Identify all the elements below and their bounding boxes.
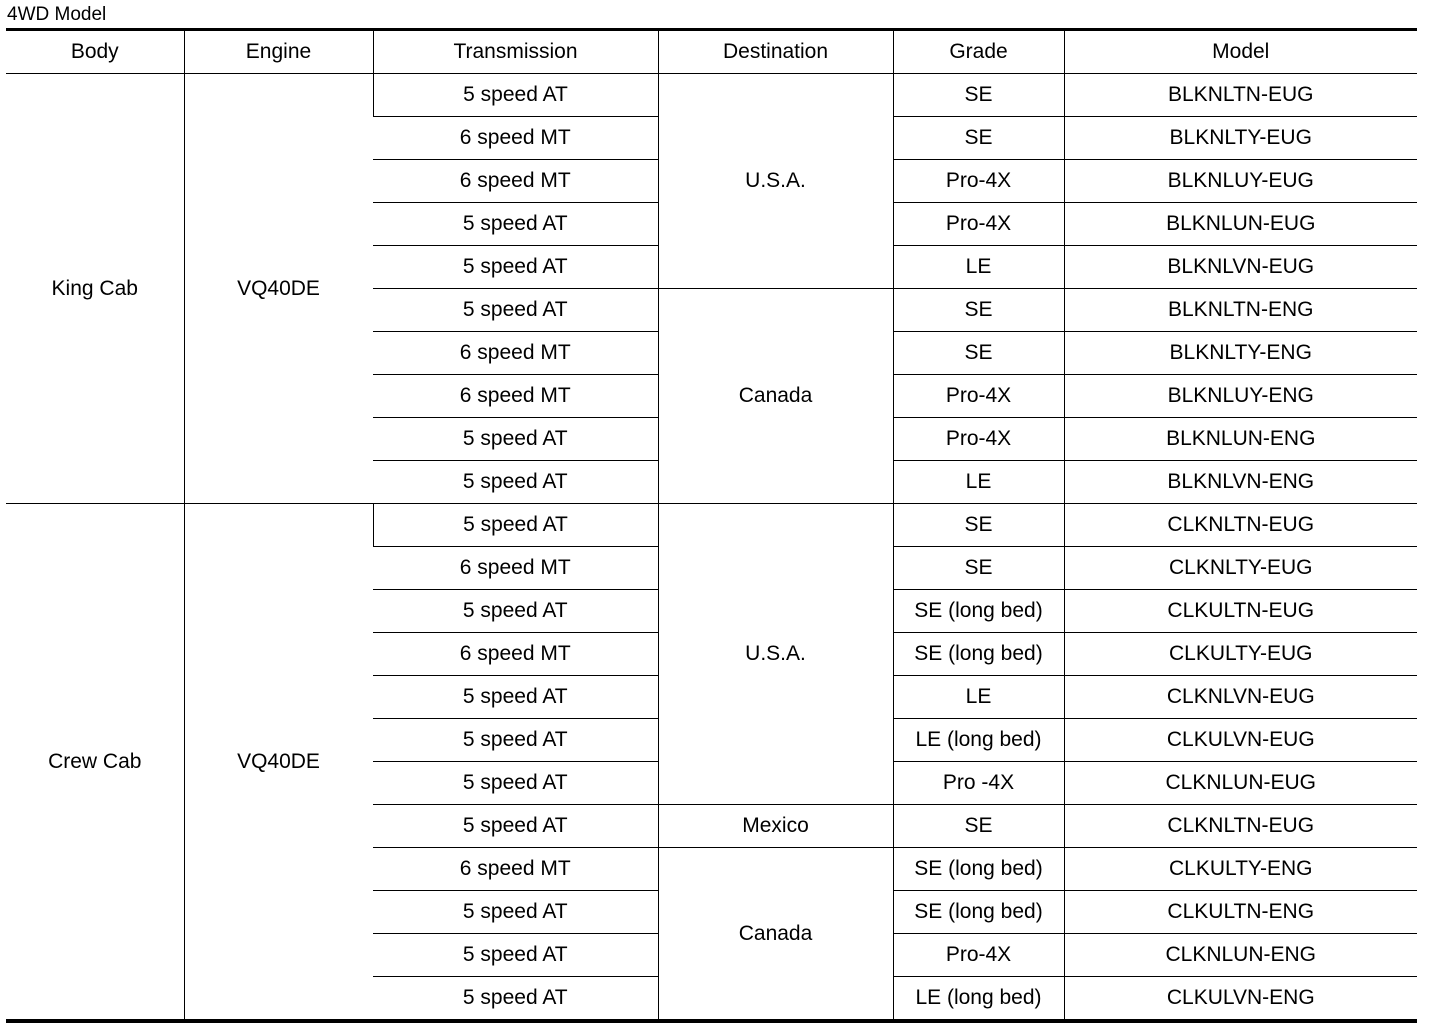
grade-cell: SE (long bed) — [893, 633, 1064, 676]
transmission-cell: 6 speed MT — [373, 375, 658, 418]
model-cell: BLKNLVN-EUG — [1064, 246, 1417, 289]
grade-cell: Pro-4X — [893, 203, 1064, 246]
grade-cell: SE — [893, 289, 1064, 332]
transmission-cell: 5 speed AT — [373, 676, 658, 719]
transmission-cell: 5 speed AT — [373, 504, 658, 547]
table-row — [6, 504, 1417, 547]
grade-cell: SE — [893, 805, 1064, 848]
grade-cell: LE — [893, 246, 1064, 289]
transmission-cell: 6 speed MT — [373, 117, 658, 160]
model-cell: CLKULVN-ENG — [1064, 977, 1417, 1022]
model-cell: CLKNLTN-EUG — [1064, 805, 1417, 848]
grade-cell: SE (long bed) — [893, 891, 1064, 934]
header-body: Body — [6, 30, 184, 74]
engine-cell: VQ40DE — [184, 504, 373, 1022]
model-cell: CLKULTN-EUG — [1064, 590, 1417, 633]
model-cell: BLKNLTN-EUG — [1064, 74, 1417, 117]
transmission-cell: 5 speed AT — [373, 891, 658, 934]
model-cell: CLKNLTY-EUG — [1064, 547, 1417, 590]
grade-cell: SE (long bed) — [893, 848, 1064, 891]
engine-cell: VQ40DE — [184, 74, 373, 504]
body-cell: King Cab — [6, 74, 184, 504]
grade-cell: Pro-4X — [893, 934, 1064, 977]
model-cell: CLKNLUN-EUG — [1064, 762, 1417, 805]
transmission-cell: 5 speed AT — [373, 246, 658, 289]
grade-cell: SE — [893, 504, 1064, 547]
destination-cell: U.S.A. — [658, 504, 893, 805]
model-cell: CLKNLUN-ENG — [1064, 934, 1417, 977]
transmission-cell: 5 speed AT — [373, 590, 658, 633]
model-cell: BLKNLUY-ENG — [1064, 375, 1417, 418]
model-cell: BLKNLTY-ENG — [1064, 332, 1417, 375]
transmission-cell: 5 speed AT — [373, 719, 658, 762]
header-row — [6, 30, 1417, 74]
model-cell: BLKNLTN-ENG — [1064, 289, 1417, 332]
table-body — [6, 74, 1417, 1022]
model-cell: BLKNLUN-ENG — [1064, 418, 1417, 461]
grade-cell: Pro-4X — [893, 418, 1064, 461]
table-caption: 4WD Model — [7, 4, 107, 25]
grade-cell: SE — [893, 117, 1064, 160]
destination-cell: Mexico — [658, 805, 893, 848]
destination-cell: Canada — [658, 848, 893, 1022]
model-cell: BLKNLTY-EUG — [1064, 117, 1417, 160]
grade-cell: Pro-4X — [893, 160, 1064, 203]
grade-cell: Pro -4X — [893, 762, 1064, 805]
header-model: Model — [1064, 30, 1417, 74]
transmission-cell: 5 speed AT — [373, 977, 658, 1022]
transmission-cell: 5 speed AT — [373, 934, 658, 977]
model-cell: BLKNLUY-EUG — [1064, 160, 1417, 203]
header-grade: Grade — [893, 30, 1064, 74]
grade-cell: SE — [893, 74, 1064, 117]
model-cell: CLKULTN-ENG — [1064, 891, 1417, 934]
header-transmission: Transmission — [373, 30, 658, 74]
model-table — [6, 28, 1417, 1023]
model-cell: CLKNLVN-EUG — [1064, 676, 1417, 719]
transmission-cell: 5 speed AT — [373, 203, 658, 246]
table-row — [6, 74, 1417, 117]
model-cell: CLKNLTN-EUG — [1064, 504, 1417, 547]
transmission-cell: 5 speed AT — [373, 74, 658, 117]
transmission-cell: 6 speed MT — [373, 848, 658, 891]
transmission-cell: 6 speed MT — [373, 160, 658, 203]
destination-cell: U.S.A. — [658, 74, 893, 289]
transmission-cell: 5 speed AT — [373, 289, 658, 332]
grade-cell: LE (long bed) — [893, 719, 1064, 762]
model-cell: BLKNLVN-ENG — [1064, 461, 1417, 504]
model-cell: CLKULTY-EUG — [1064, 633, 1417, 676]
transmission-cell: 5 speed AT — [373, 461, 658, 504]
grade-cell: LE (long bed) — [893, 977, 1064, 1022]
grade-cell: Pro-4X — [893, 375, 1064, 418]
body-cell: Crew Cab — [6, 504, 184, 1022]
transmission-cell: 5 speed AT — [373, 805, 658, 848]
grade-cell: LE — [893, 461, 1064, 504]
grade-cell: LE — [893, 676, 1064, 719]
grade-cell: SE (long bed) — [893, 590, 1064, 633]
model-cell: CLKULTY-ENG — [1064, 848, 1417, 891]
header-engine: Engine — [184, 30, 373, 74]
transmission-cell: 5 speed AT — [373, 762, 658, 805]
grade-cell: SE — [893, 547, 1064, 590]
model-cell: BLKNLUN-EUG — [1064, 203, 1417, 246]
destination-cell: Canada — [658, 289, 893, 504]
transmission-cell: 6 speed MT — [373, 633, 658, 676]
header-destination: Destination — [658, 30, 893, 74]
transmission-cell: 5 speed AT — [373, 418, 658, 461]
grade-cell: SE — [893, 332, 1064, 375]
transmission-cell: 6 speed MT — [373, 547, 658, 590]
transmission-cell: 6 speed MT — [373, 332, 658, 375]
model-cell: CLKULVN-EUG — [1064, 719, 1417, 762]
